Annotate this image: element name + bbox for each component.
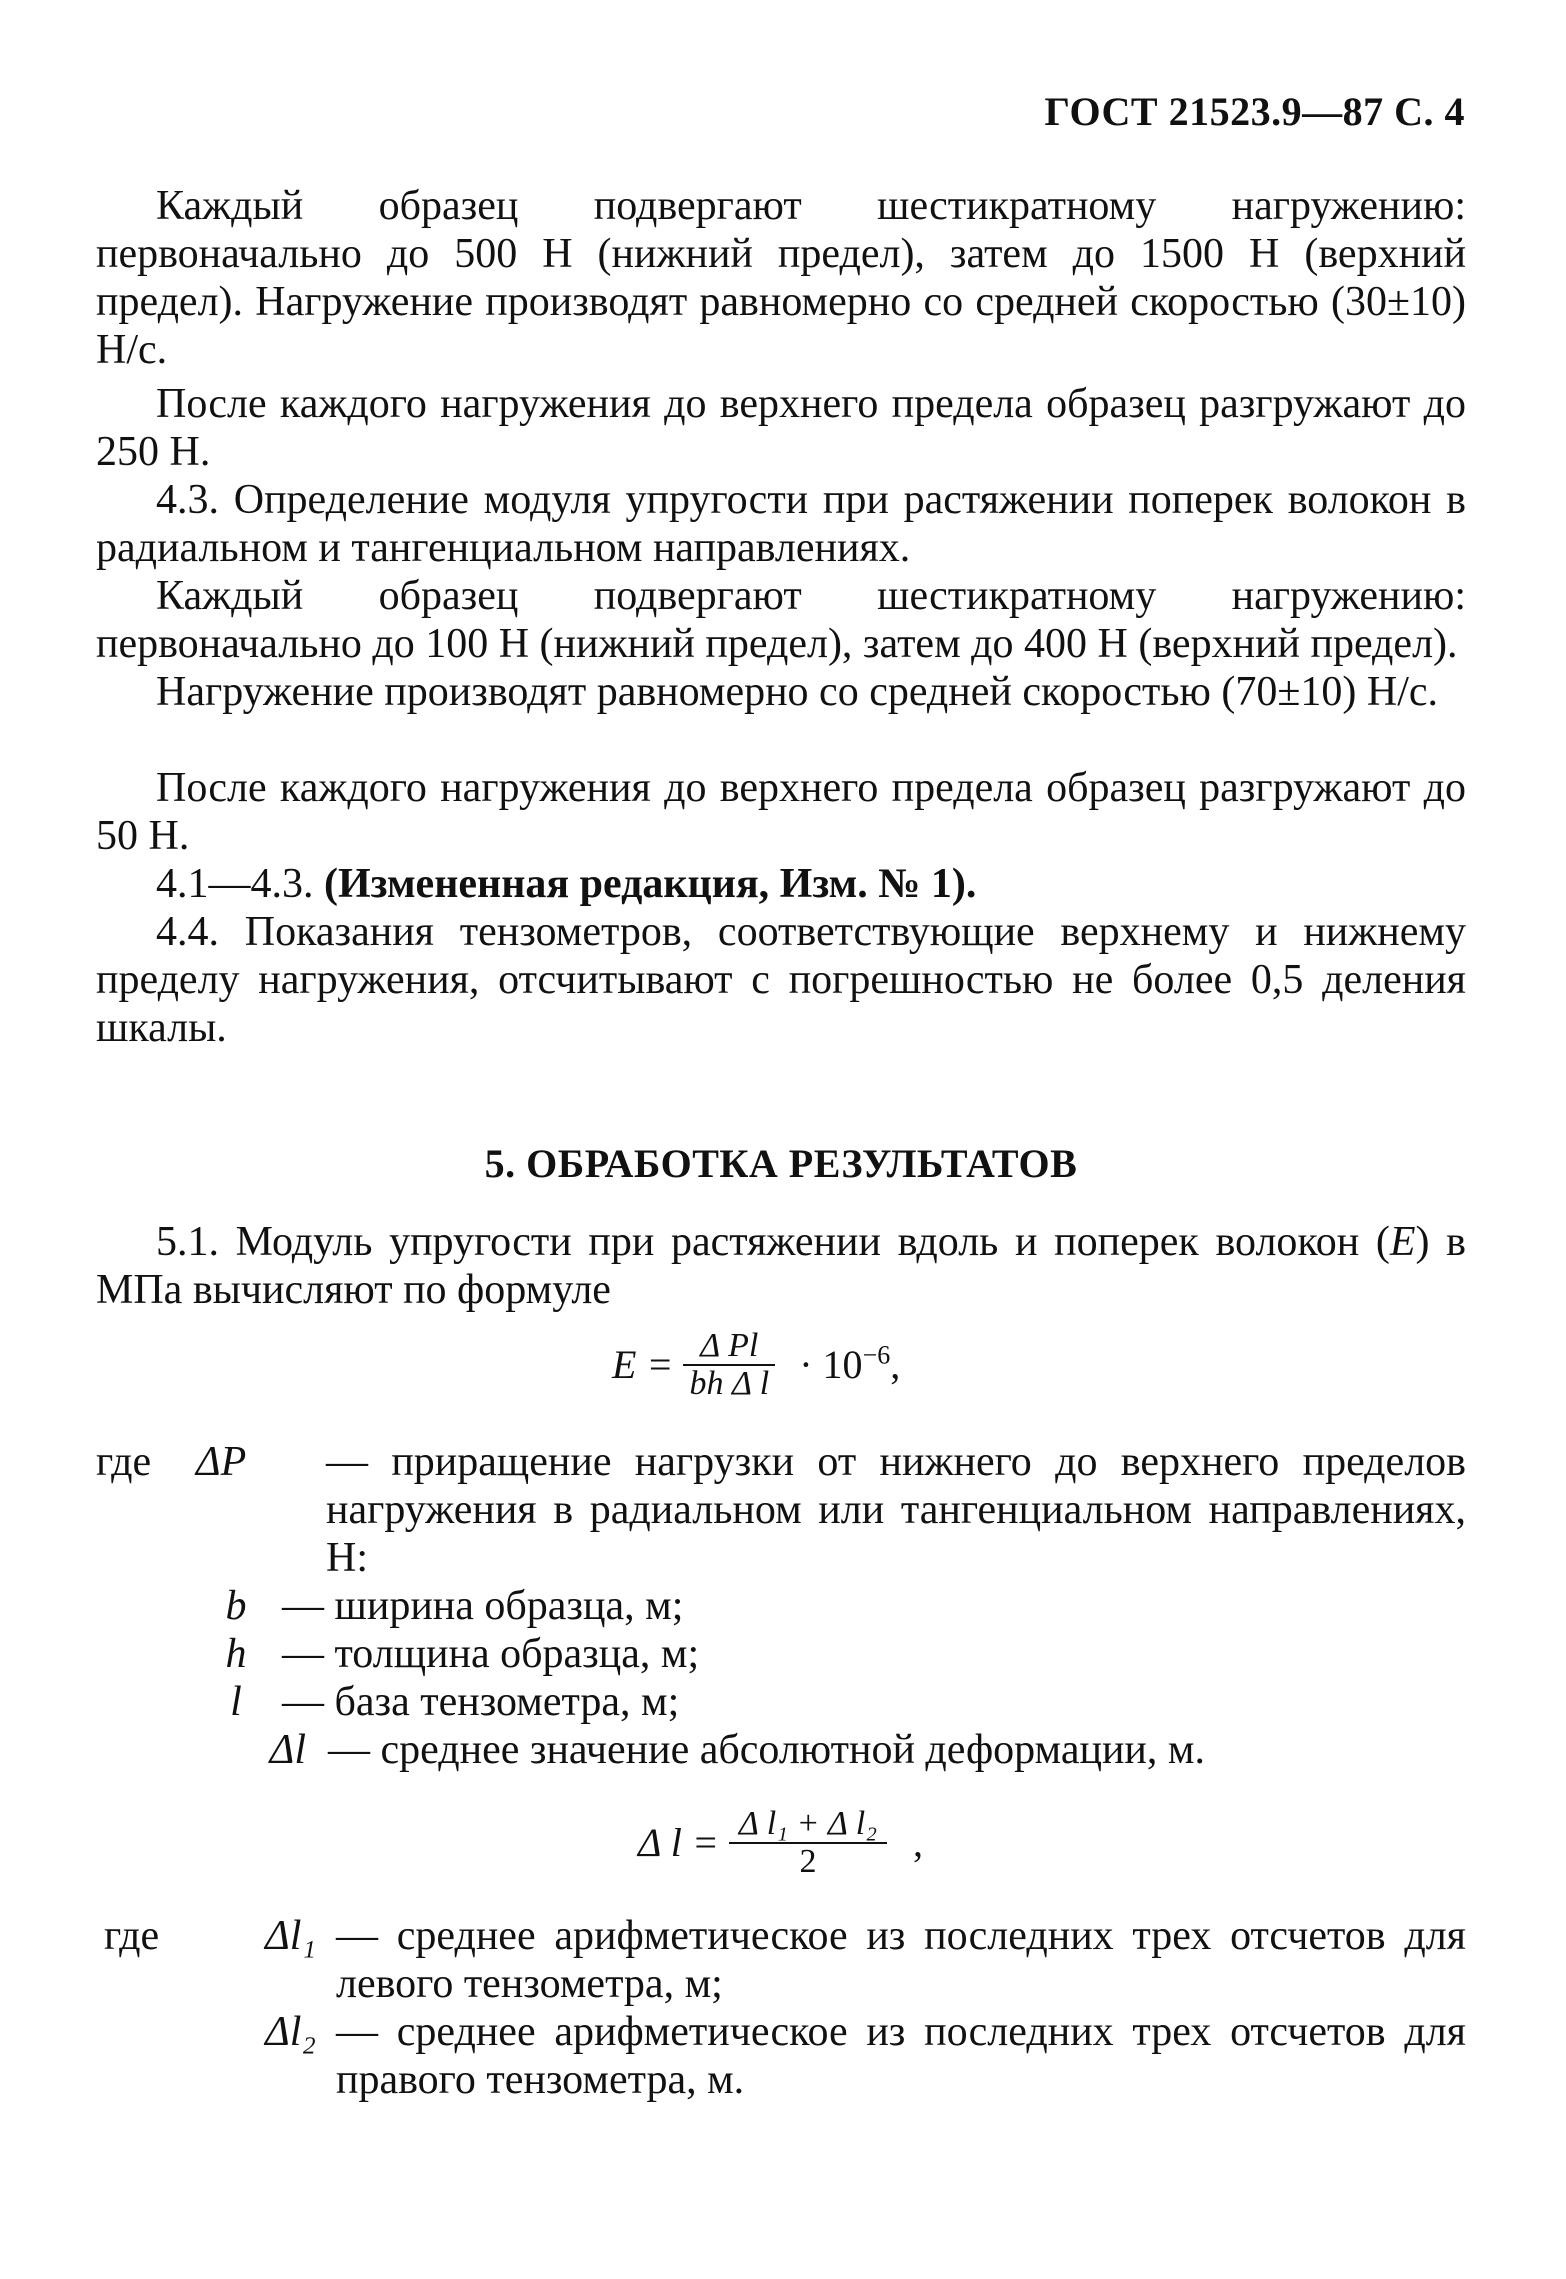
where-label: где — [96, 1439, 152, 1485]
paragraph-5-1 — [96, 1218, 1466, 1314]
definition-row — [96, 1630, 1466, 1678]
paragraph-4-3: 4.3. Определение модуля упругости при растяжении поперек волокон в радиальном и тангенциальном направлениях. — [96, 477, 1466, 571]
definitions-list-1 — [96, 1438, 1466, 1774]
formula-modulus-lhs: E = — [612, 1342, 674, 1387]
formula-modulus — [612, 1328, 900, 1402]
formula-modulus-multiplier: · $10^{-6}$, — [799, 1340, 901, 1387]
paragraph-5-1-start: 5.1. Модуль упругости при растяжении вдоль и поперек волокон ( — [156, 1219, 1390, 1265]
amendment-range: 4.1—4.3. — [156, 861, 314, 907]
definition-symbol: b — [225, 1583, 247, 1629]
definition-symbol: l — [230, 1679, 242, 1725]
definition-symbol: h — [225, 1631, 247, 1677]
paragraph-loading-1: Каждый образец подвергают шестикратному нагружению: первоначально до 500 Н (нижний предел), затем до 1500 Н (верхний предел). Нагружение производят равномерно со средней скоростью (30±10) Н/с. — [96, 183, 1466, 373]
definitions-list-2 — [96, 1912, 1466, 2104]
definition-symbol: Δl₁ — [265, 1913, 316, 1959]
formula-modulus-tail: , — [890, 1342, 901, 1387]
definition-text: — приращение нагрузки от нижнего до верхнего пределов нагружения в радиальном или тангенциальном направлениях, Н: — [326, 1439, 1466, 1581]
definition-text: — среднее арифметическое из последних трех отсчетов для правого тензометра, м. — [336, 2009, 1466, 2103]
amendment-note: (Измененная редакция, Изм. № 1). — [324, 861, 977, 907]
formula-modulus-numerator: Δ Pl — [700, 1327, 759, 1364]
definition-row — [96, 1582, 1466, 1630]
definition-row — [96, 1678, 1466, 1726]
definition-text: — среднее значение абсолютной деформации, м. — [328, 1727, 1205, 1773]
formula-deformation-lhs: Δ l = — [638, 1820, 719, 1865]
definition-symbol: ΔP — [196, 1439, 247, 1485]
formula-deformation-numerator: Δ l₁ + Δ l₂ — [738, 1805, 878, 1842]
where-label: где — [104, 1913, 160, 1959]
paragraph-unloading-2: После каждого нагружения до верхнего предела образец разгружают до 50 Н. — [96, 765, 1466, 859]
definition-text: — база тензометра, м; — [282, 1679, 680, 1725]
page-header: ГОСТ 21523.9—87 С. 4 — [1044, 89, 1465, 134]
definition-text: — толщина образца, м; — [282, 1631, 700, 1677]
section-title: 5. ОБРАБОТКА РЕЗУЛЬТАТОВ — [484, 1141, 1078, 1186]
paragraph-5-1-symbol: E — [1389, 1219, 1416, 1265]
definition-symbol: Δl₂ — [265, 2009, 316, 2055]
formula-deformation-denominator: 2 — [729, 1842, 887, 1880]
paragraph-5-1-end: ) в МПа вычисляют по формуле — [96, 1219, 1466, 1313]
formula-deformation-tail: , — [913, 1820, 924, 1865]
paragraph-4-4: 4.4. Показания тензометров, соответствующие верхнему и нижнему пределу нагружения, отсчитывают с погрешностью не более 0,5 деления шкалы. — [96, 909, 1466, 1051]
paragraph-amendment — [96, 860, 1466, 908]
definition-row — [96, 1912, 1466, 2008]
definition-row — [96, 2008, 1466, 2104]
formula-modulus-fraction — [683, 1328, 775, 1402]
definition-row — [96, 1438, 1466, 1582]
formula-modulus-exponent: −6 — [862, 1340, 891, 1370]
formula-deformation-fraction — [729, 1806, 887, 1880]
paragraph-unloading-1: После каждого нагружения до верхнего предела образец разгружают до 250 Н. — [96, 381, 1466, 475]
definition-text: — ширина образца, м; — [282, 1583, 684, 1629]
definition-row — [96, 1726, 1466, 1774]
definition-text: — среднее арифметическое из последних трех отсчетов для левого тензометра, м; — [336, 1913, 1466, 2007]
paragraph-loading-2: Каждый образец подвергают шестикратному нагружению: первоначально до 100 Н (нижний предел), затем до 400 Н (верхний предел). — [96, 573, 1466, 667]
formula-deformation — [638, 1806, 923, 1880]
formula-modulus-denominator: bh Δ l — [683, 1364, 775, 1402]
paragraph-loading-speed: Нагружение производят равномерно со средней скоростью (70±10) Н/с. — [156, 669, 1439, 715]
definition-symbol: Δl — [269, 1727, 306, 1773]
